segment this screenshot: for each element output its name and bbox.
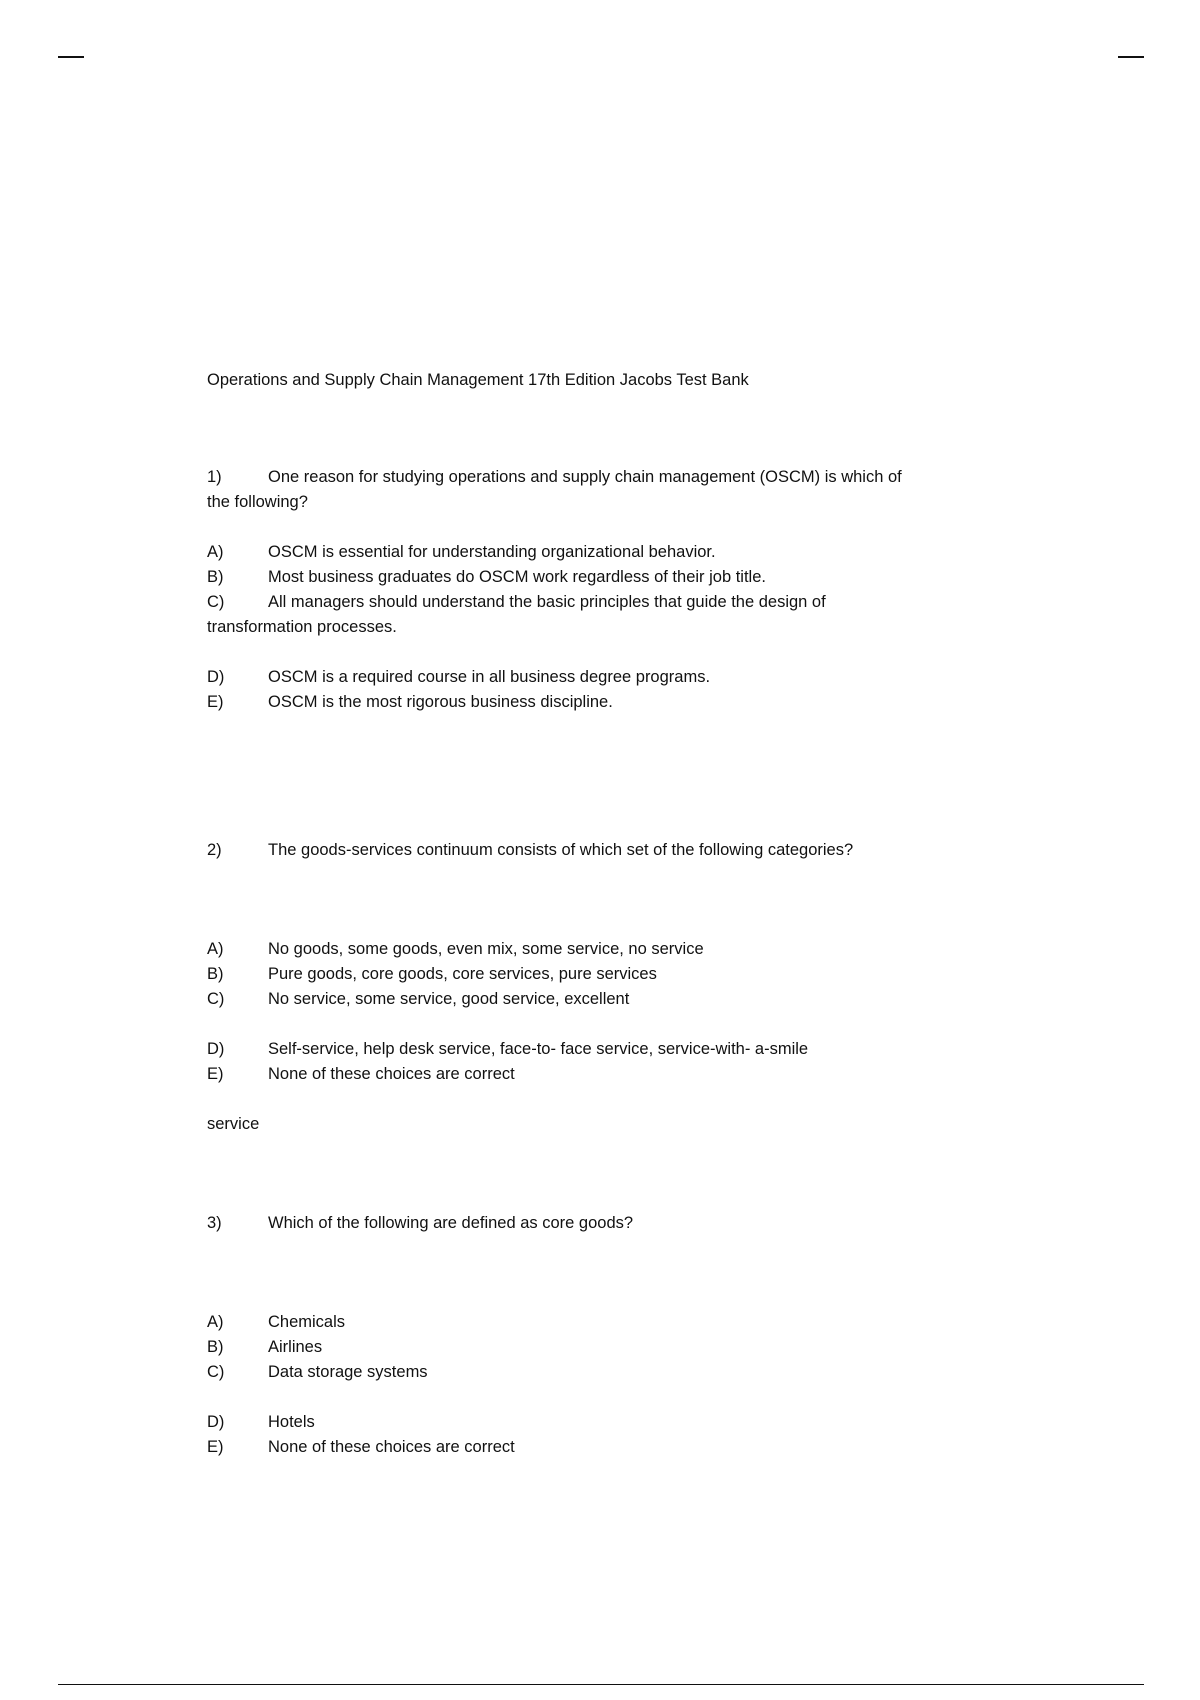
option-text: Airlines (268, 1338, 323, 1356)
question-text: One reason for studying operations and supply chain management (OSCM) is which of (268, 468, 902, 486)
option-letter: E) (207, 1438, 224, 1456)
option-letter: A) (207, 940, 224, 958)
answer-option (207, 1410, 1007, 1435)
option-text: Hotels (268, 1413, 315, 1431)
option-letter: C) (207, 593, 225, 611)
answer-option (207, 962, 1007, 987)
option-text: Pure goods, core goods, core services, pure services (268, 965, 657, 983)
answer-option (207, 565, 1007, 590)
corner-mark-left (58, 56, 84, 58)
question-text: Which of the following are defined as core goods? (268, 1214, 634, 1232)
option-text: No goods, some goods, even mix, some service, no service (268, 940, 704, 958)
answer-option (207, 987, 1007, 1012)
option-text: None of these choices are correct (268, 1438, 515, 1456)
answer-option (207, 1360, 1007, 1385)
question-3 (207, 1211, 1007, 1460)
answer-option (207, 590, 1007, 615)
option-letter: B) (207, 1338, 224, 1356)
answer-option (207, 1062, 1007, 1087)
question-number: 2) (207, 841, 222, 859)
option-letter: A) (207, 543, 224, 561)
question-text: The goods-services continuum consists of which set of the following categories? (268, 841, 854, 859)
option-letter: D) (207, 1413, 225, 1431)
question-number: 3) (207, 1214, 222, 1232)
answer-option (207, 540, 1007, 565)
page-bottom-rule (58, 1684, 1144, 1685)
option-letter: B) (207, 568, 224, 586)
question-stem (207, 1211, 1007, 1236)
answer-option (207, 937, 1007, 962)
option-text: Self-service, help desk service, face-to- face service, service-with- a-smile (268, 1040, 809, 1058)
option-text: Data storage systems (268, 1363, 428, 1381)
answer-option (207, 1435, 1007, 1460)
option-text: None of these choices are correct (268, 1065, 515, 1083)
option-letter: E) (207, 693, 224, 711)
question-stem (207, 838, 1007, 863)
stray-text: service (207, 1115, 260, 1133)
question-1 (207, 465, 1007, 715)
question-stem (207, 465, 1007, 490)
option-letter: E) (207, 1065, 224, 1083)
option-text-continued: transformation processes. (207, 618, 397, 636)
question-2 (207, 838, 1007, 1137)
option-letter: D) (207, 668, 225, 686)
option-text: All managers should understand the basic principles that guide the design of (268, 593, 826, 611)
answer-option (207, 1310, 1007, 1335)
option-text: Chemicals (268, 1313, 346, 1331)
option-text: OSCM is essential for understanding organizational behavior. (268, 543, 716, 561)
option-letter: D) (207, 1040, 225, 1058)
option-text: Most business graduates do OSCM work regardless of their job title. (268, 568, 766, 586)
option-text: No service, some service, good service, excellent (268, 990, 630, 1008)
corner-mark-right (1118, 56, 1144, 58)
option-letter: C) (207, 1363, 225, 1381)
question-number: 1) (207, 468, 222, 486)
answer-option (207, 665, 1007, 690)
answer-option (207, 1037, 1007, 1062)
answer-option (207, 690, 1007, 715)
option-text: OSCM is a required course in all business degree programs. (268, 668, 711, 686)
document-title: Operations and Supply Chain Management 17th Edition Jacobs Test Bank (207, 371, 749, 389)
option-letter: A) (207, 1313, 224, 1331)
answer-option (207, 1335, 1007, 1360)
document-body (207, 368, 1007, 1460)
option-text: OSCM is the most rigorous business discipline. (268, 693, 613, 711)
option-letter: C) (207, 990, 225, 1008)
question-text-continued: the following? (207, 493, 308, 511)
option-letter: B) (207, 965, 224, 983)
